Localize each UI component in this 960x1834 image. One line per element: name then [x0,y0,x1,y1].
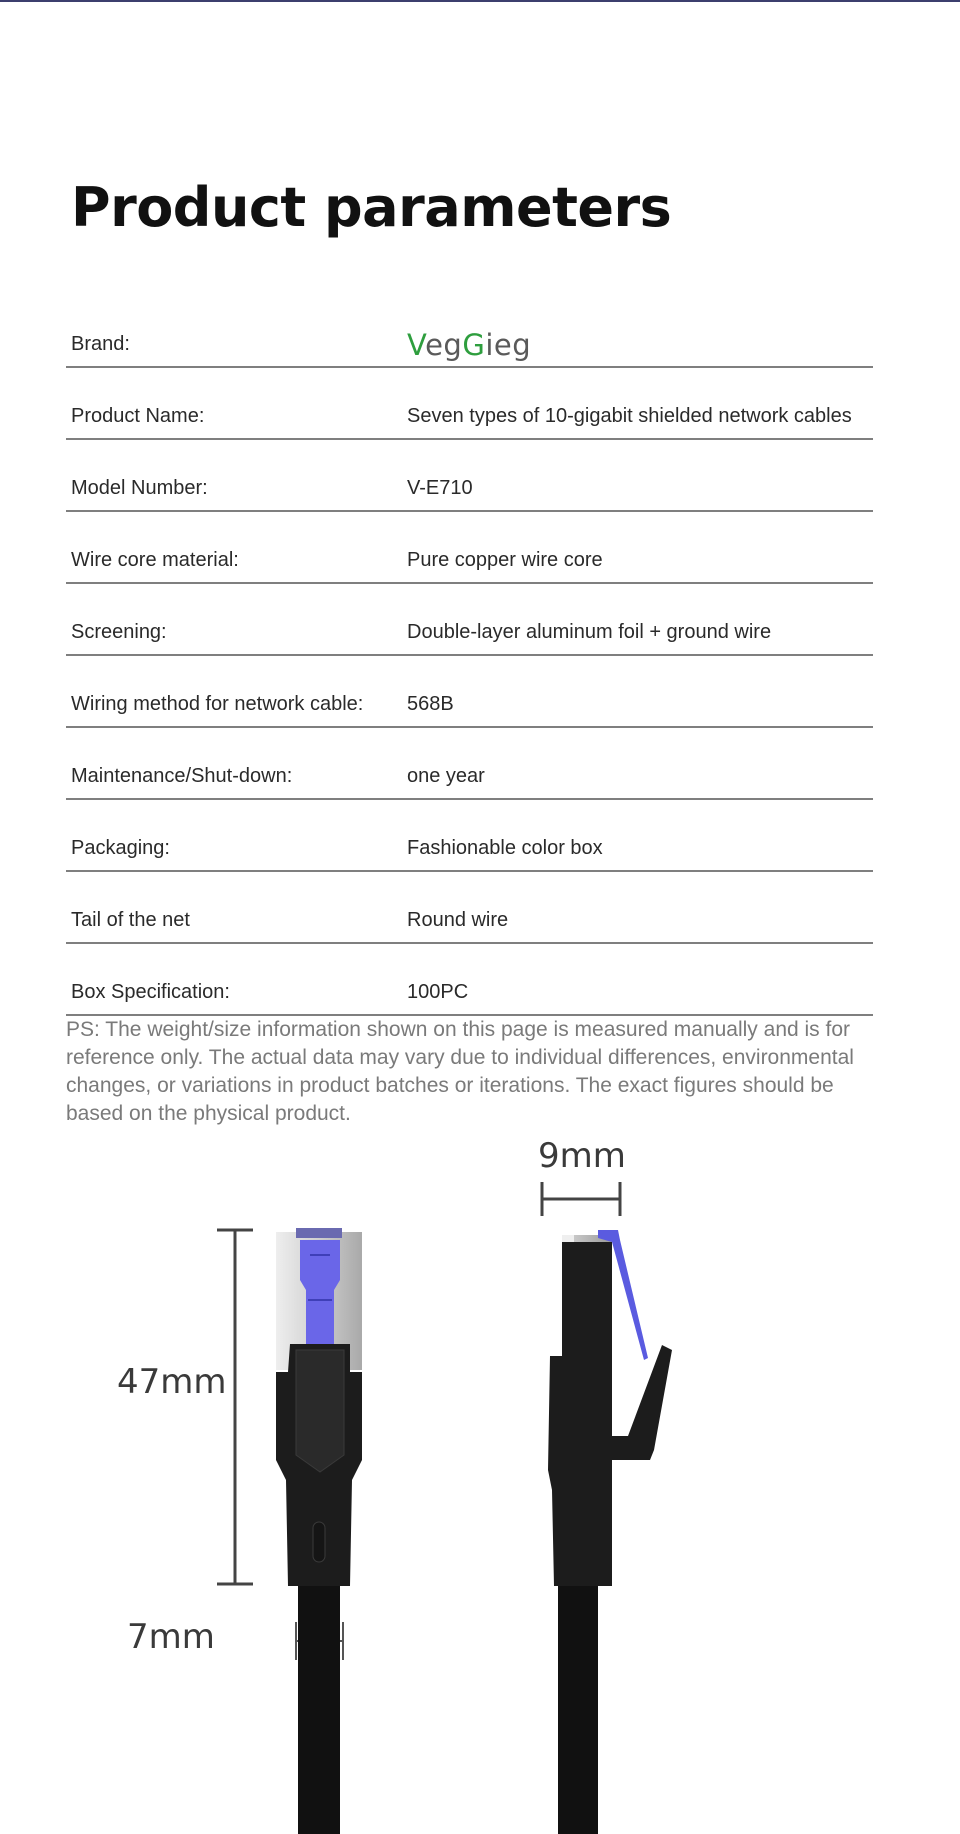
param-label: Screening: [71,621,167,643]
param-value: 100PC [407,981,469,1003]
param-row-product-name [66,368,873,440]
param-label: Tail of the net [71,909,190,931]
param-value: Pure copper wire core [407,549,603,571]
ps-note: PS: The weight/size information shown on this page is measured manually and is for reference only. The actual data may vary due to individual differences, environmental changes, or variations in product batches or iterations. The exact figures should be based on the physical product. [66,1018,854,1125]
param-label: Packaging: [71,837,170,859]
params-table [66,296,873,1016]
dimension-width-label: 9mm [538,1136,626,1176]
connector-drawing [0,1130,960,1834]
param-label: Box Specification: [71,981,230,1003]
brand-logo-text: VegGieg [407,328,532,362]
param-row-tail [66,872,873,944]
param-value: Fashionable color box [407,837,603,859]
param-row-wire-core [66,512,873,584]
front-view-connector [276,1228,362,1834]
side-view-connector [548,1230,672,1834]
param-row-maintenance [66,728,873,800]
param-row-brand [66,296,873,368]
param-label: Model Number: [71,477,208,499]
param-value: one year [407,765,485,787]
width-dimension-line [542,1182,620,1216]
param-value: 568B [407,693,454,715]
param-label: Wiring method for network cable: [71,693,364,715]
dimension-height-label: 47mm [117,1362,227,1402]
param-label: Maintenance/Shut-down: [71,765,293,787]
dimension-cable-label: 7mm [127,1617,215,1657]
param-row-model-number [66,440,873,512]
brand-logo [407,328,531,362]
param-row-screening [66,584,873,656]
connector-diagram [0,1130,960,1834]
page-title: Product parameters [71,176,672,239]
param-value: Double-layer aluminum foil + ground wire [407,621,772,643]
param-label: Product Name: [71,405,205,427]
param-value: Round wire [407,909,509,931]
param-row-packaging [66,800,873,872]
param-label: Brand: [71,333,130,355]
top-rule [0,0,960,2]
param-row-wiring-method [66,656,873,728]
height-dimension-line [217,1230,253,1584]
param-row-box-spec [66,944,873,1016]
param-value: V-E710 [407,477,473,499]
param-label: Wire core material: [71,549,239,571]
param-value: Seven types of 10-gigabit shielded network cables [407,405,852,427]
